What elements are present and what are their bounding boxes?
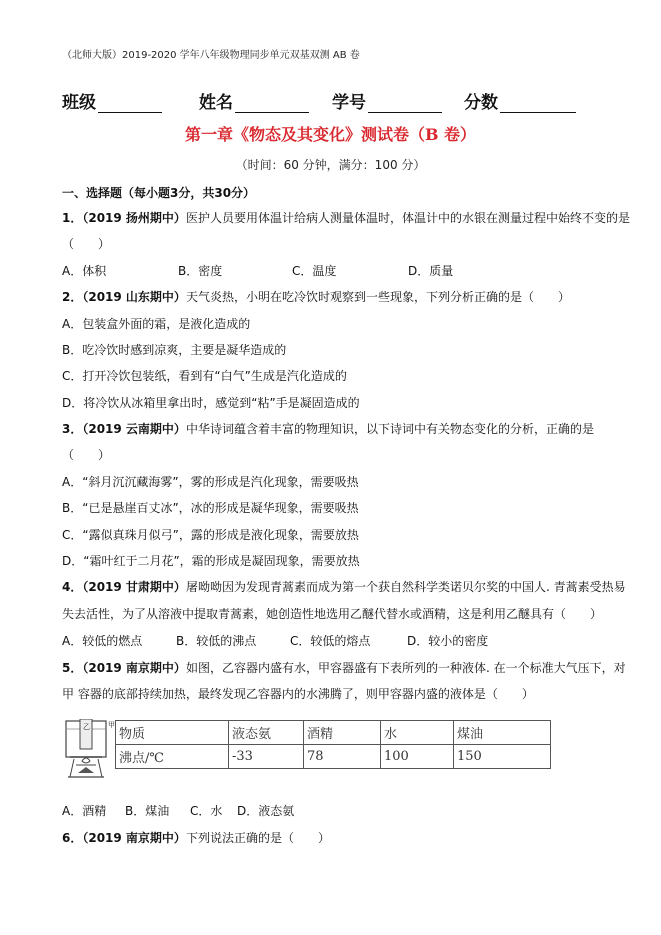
table-cell: 酒精	[304, 721, 381, 745]
q2-option-b: B．吃冷饮时感到凉爽，主要是凝华造成的	[62, 343, 287, 357]
q5-option-a: A．酒精	[62, 804, 107, 818]
table-cell: 78	[304, 745, 381, 769]
exam-info: （时间：60 分钟，满分：100 分）	[235, 158, 426, 172]
q1-option-c: C．温度	[292, 264, 337, 278]
table-row	[116, 745, 551, 769]
q4-option-a: A．较低的燃点	[62, 634, 143, 648]
question-1-paren: （ ）	[62, 237, 111, 251]
page-header: （北师大版）2019-2020 学年八年级物理同步单元双基双测 AB 卷	[62, 50, 360, 61]
label-yi: 乙	[83, 723, 90, 731]
table-row	[116, 721, 551, 745]
score-blank	[500, 94, 576, 113]
table-cell: 100	[381, 745, 454, 769]
id-label: 学号	[332, 93, 366, 113]
question-4: 4．（2019 甘肃期中）屠呦呦因为发现青蒿素而成为第一个获自然科学类诺贝尔奖的中国人. 青蒿素受热易	[62, 580, 626, 594]
id-field	[332, 88, 442, 113]
table-cell: 物质	[116, 721, 229, 745]
q2-option-c: C．打开冷饮包装纸，看到有“白气”生成是汽化造成的	[62, 369, 347, 383]
q4-option-d: D．较小的密度	[407, 634, 489, 648]
question-3: 3．（2019 云南期中）中华诗词蕴含着丰富的物理知识，以下诗词中有关物态变化的分析，正确的是	[62, 422, 594, 436]
q3-option-b: B．“已是悬崖百丈冰”，冰的形成是凝华现象，需要吸热	[62, 501, 359, 515]
class-blank	[98, 94, 162, 113]
section-heading: 一、选择题（每小题3分，共30分）	[62, 186, 256, 200]
table-cell: 水	[381, 721, 454, 745]
class-field	[62, 88, 162, 113]
q3-option-a: A．“斜月沉沉藏海雾”，雾的形成是汽化现象，需要吸热	[62, 475, 359, 489]
q5-option-c: C．水	[190, 804, 223, 818]
q5-option-d: D．液态氨	[237, 804, 295, 818]
q3-option-c: C．“露似真珠月似弓”，露的形成是液化现象，需要放热	[62, 528, 359, 542]
score-label: 分数	[464, 93, 498, 113]
table-cell: 煤油	[454, 721, 551, 745]
page-title: 第一章《物态及其变化》测试卷（B 卷）	[184, 125, 477, 144]
table-cell: 沸点/℃	[116, 745, 229, 769]
question-2: 2．（2019 山东期中）天气炎热，小明在吃冷饮时观察到一些现象，下列分析正确的是（ ）	[62, 290, 570, 304]
q1-option-b: B．密度	[178, 264, 223, 278]
table-cell: -33	[229, 745, 304, 769]
q5-option-b: B．煤油	[125, 804, 170, 818]
name-label: 姓名	[199, 93, 233, 113]
q2-option-a: A．包装盒外面的霜，是液化造成的	[62, 317, 251, 331]
q4-option-c: C．较低的熔点	[290, 634, 371, 648]
q3-option-d: D．“霜叶红于二月花”，霜的形成是凝固现象，需要放热	[62, 554, 360, 568]
question-4-cont: 失去活性，为了从溶液中提取青蒿素，她创造性地选用乙醚代替水或酒精，这是利用乙醚具有（ ）	[62, 607, 603, 621]
q1-option-d: D．质量	[408, 264, 454, 278]
table-cell: 液态氨	[229, 721, 304, 745]
label-jia: 甲	[108, 721, 115, 729]
question-6: 6．（2019 南京期中）下列说法正确的是（ ）	[62, 831, 330, 845]
q1-option-a: A．体积	[62, 264, 107, 278]
question-3-paren: （ ）	[62, 448, 111, 462]
name-blank	[235, 94, 309, 113]
q4-option-b: B．较低的沸点	[176, 634, 257, 648]
score-field	[464, 88, 576, 113]
beaker-diagram	[62, 719, 116, 781]
question-1: 1．（2019 扬州期中）医护人员要用体温计给病人测量体温时，体温计中的水银在测量过程中始终不变的是	[62, 211, 630, 225]
name-field	[199, 88, 309, 113]
table-cell: 150	[454, 745, 551, 769]
question-5-cont: 甲 容器的底部持续加热，最终发现乙容器内的水沸腾了，则甲容器内盛的液体是（ ）	[62, 687, 534, 701]
question-5: 5．（2019 南京期中）如图，乙容器内盛有水，甲容器盛有下表所列的一种液体. 在一个标准大气压下，对	[62, 661, 626, 675]
id-blank	[368, 94, 442, 113]
q2-option-d: D．将冷饮从冰箱里拿出时，感觉到“粘”手是凝固造成的	[62, 396, 360, 410]
boiling-point-table	[115, 720, 551, 769]
class-label: 班级	[62, 93, 96, 113]
